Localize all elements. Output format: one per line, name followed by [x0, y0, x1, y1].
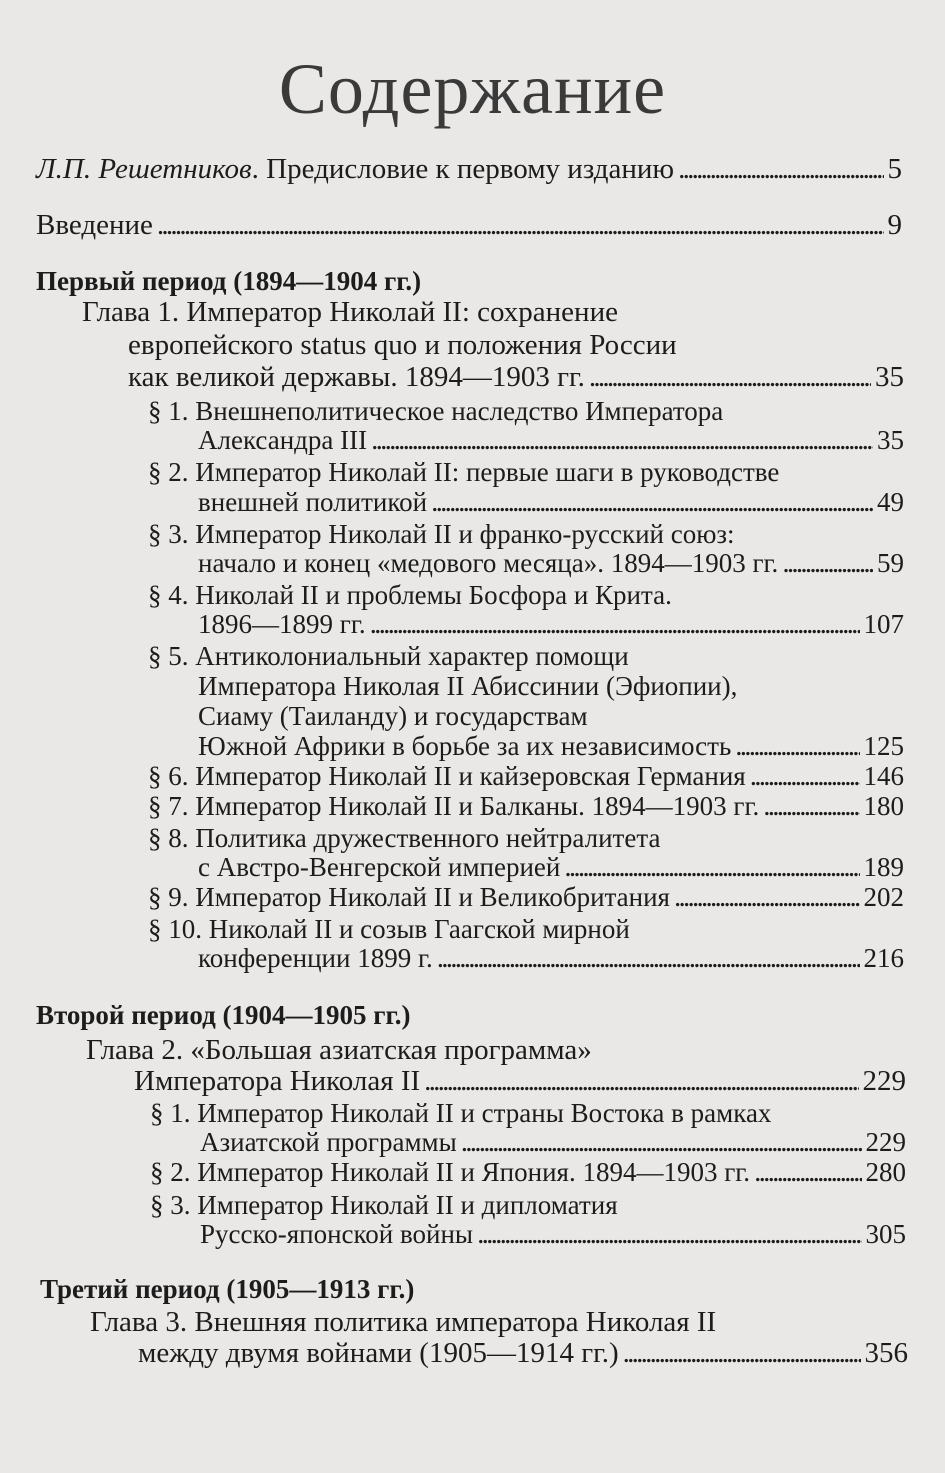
section-line: § 10. Николай II и созыв Гаагской мирной	[148, 914, 630, 944]
section-line: § 1. Император Николай II и страны Востока в рамках	[150, 1098, 772, 1128]
period-heading-3: Третий период (1905—1913 гг.)	[40, 1274, 415, 1304]
toc-entry-ch2-sec2[interactable]: § 2. Император Николай II и Япония. 1894—1903 гг. . . . 280	[150, 1157, 906, 1187]
page-number: 146	[863, 761, 904, 791]
page-number: 305	[865, 1219, 906, 1249]
page-number: 59	[877, 548, 904, 578]
page-number: 35	[875, 361, 904, 393]
toc-entry-ch1-sec7[interactable]: § 7. Император Николай II и Балканы. 1894—1903 гг. . . . 180	[148, 791, 904, 821]
page-number: 202	[863, 882, 904, 912]
toc-entry-foreword[interactable]	[36, 154, 902, 184]
leader-dots	[782, 548, 873, 578]
chapter-1-title-line: европейского status quo и положения России	[128, 329, 677, 361]
toc-entry-ch1-sec10[interactable]: конференции 1899 г. . . . 216	[198, 943, 904, 973]
period-heading-2: Второй период (1904—1905 гг.)	[36, 1000, 411, 1030]
page-number: 216	[863, 943, 904, 973]
foreword-author: Л.П. Решетников	[36, 153, 252, 185]
section-line: § 5. Антиколониальный характер помощи	[148, 641, 629, 671]
toc-entry-ch1-sec1[interactable]: Александра III . . . 35	[198, 425, 904, 455]
page-number: 180	[863, 791, 904, 821]
leader-dots	[431, 487, 873, 517]
leader-dots	[564, 852, 859, 882]
leader-dots	[157, 210, 884, 240]
leader-dots	[674, 882, 860, 912]
leader-dots	[437, 943, 860, 973]
page-number: 9	[887, 209, 902, 241]
intro-title: Введение	[36, 209, 153, 241]
leader-dots	[754, 1157, 861, 1187]
leader-dots	[735, 731, 859, 761]
chapter-3-title-line: Глава 3. Внешняя политика императора Николая II	[90, 1306, 717, 1338]
toc-entry-ch1-sec5[interactable]: Южной Африки в борьбе за их независимость . . . 125	[198, 731, 904, 761]
toc-entry-ch1-sec4[interactable]: 1896—1899 гг. . . . 107	[198, 609, 904, 639]
toc-entry-intro[interactable]	[36, 210, 902, 240]
toc-entry-chapter-2[interactable]: Императора Николая II . . . 229	[134, 1066, 906, 1096]
leader-dots	[678, 154, 883, 184]
section-line: § 8. Политика дружественного нейтралитета	[148, 823, 661, 853]
section-line: Императора Николая II Абиссинии (Эфиопии),	[198, 671, 738, 701]
page-number: 280	[865, 1157, 906, 1187]
page-number: 5	[887, 153, 902, 185]
page-number: 229	[865, 1127, 906, 1157]
section-line: § 1. Внешнеполитическое наследство Императора	[148, 396, 724, 426]
page-number: 356	[864, 1337, 908, 1369]
page-number: 49	[877, 487, 904, 517]
section-line: § 2. Император Николай II: первые шаги в руководстве	[148, 457, 780, 487]
foreword-title: . Предисловие к первому изданию	[251, 153, 675, 185]
page-number: 189	[863, 852, 904, 882]
toc-entry-ch1-sec6[interactable]: § 6. Император Николай II и кайзеровская Германия . . . 146	[148, 761, 904, 791]
page-number: 35	[877, 425, 904, 455]
leader-dots	[371, 425, 873, 455]
toc-entry-ch2-sec1[interactable]: Азиатской программы . . . 229	[200, 1127, 906, 1157]
leader-dots	[370, 609, 860, 639]
leader-dots	[424, 1066, 858, 1096]
chapter-1-title-line: Глава 1. Император Николай II: сохранение	[82, 296, 618, 328]
toc-entry-ch1-sec3[interactable]: начало и конец «медового месяца». 1894—1903 гг. . . . 59	[198, 548, 904, 578]
page-number: 125	[863, 731, 904, 761]
toc-entry-chapter-3[interactable]: между двумя войнами (1905—1914 гг.) . . . 356	[138, 1338, 908, 1368]
toc-entry-ch1-sec2[interactable]: внешней политикой . . . 49	[198, 487, 904, 517]
leader-dots	[750, 761, 860, 791]
page-title: Содержание	[278, 49, 667, 129]
leader-dots	[589, 362, 871, 392]
section-line: § 3. Император Николай II и франко-русский союз:	[148, 519, 735, 549]
chapter-2-title-line: Глава 2. «Большая азиатская программа»	[86, 1034, 592, 1066]
toc-entry-chapter-1[interactable]: как великой державы. 1894—1903 гг. . . . 35	[128, 362, 904, 392]
toc-entry-ch1-sec8[interactable]: с Австро-Венгерской империей . . . 189	[198, 852, 904, 882]
section-line: Сиаму (Таиланду) и государствам	[198, 701, 588, 731]
leader-dots	[763, 791, 859, 821]
section-line: § 3. Император Николай II и дипломатия	[150, 1190, 618, 1220]
toc-entry-ch2-sec3[interactable]: Русско-японской войны . . . 305	[200, 1219, 906, 1249]
section-line: § 4. Николай II и проблемы Босфора и Крита.	[148, 580, 672, 610]
leader-dots	[461, 1127, 862, 1157]
period-heading-1: Первый период (1894—1904 гг.)	[36, 266, 422, 296]
page-number: 107	[863, 609, 904, 639]
leader-dots	[623, 1338, 861, 1368]
leader-dots	[477, 1219, 861, 1249]
toc-entry-ch1-sec9[interactable]: § 9. Император Николай II и Великобритания . . . 202	[148, 882, 904, 912]
page-number: 229	[862, 1065, 906, 1097]
